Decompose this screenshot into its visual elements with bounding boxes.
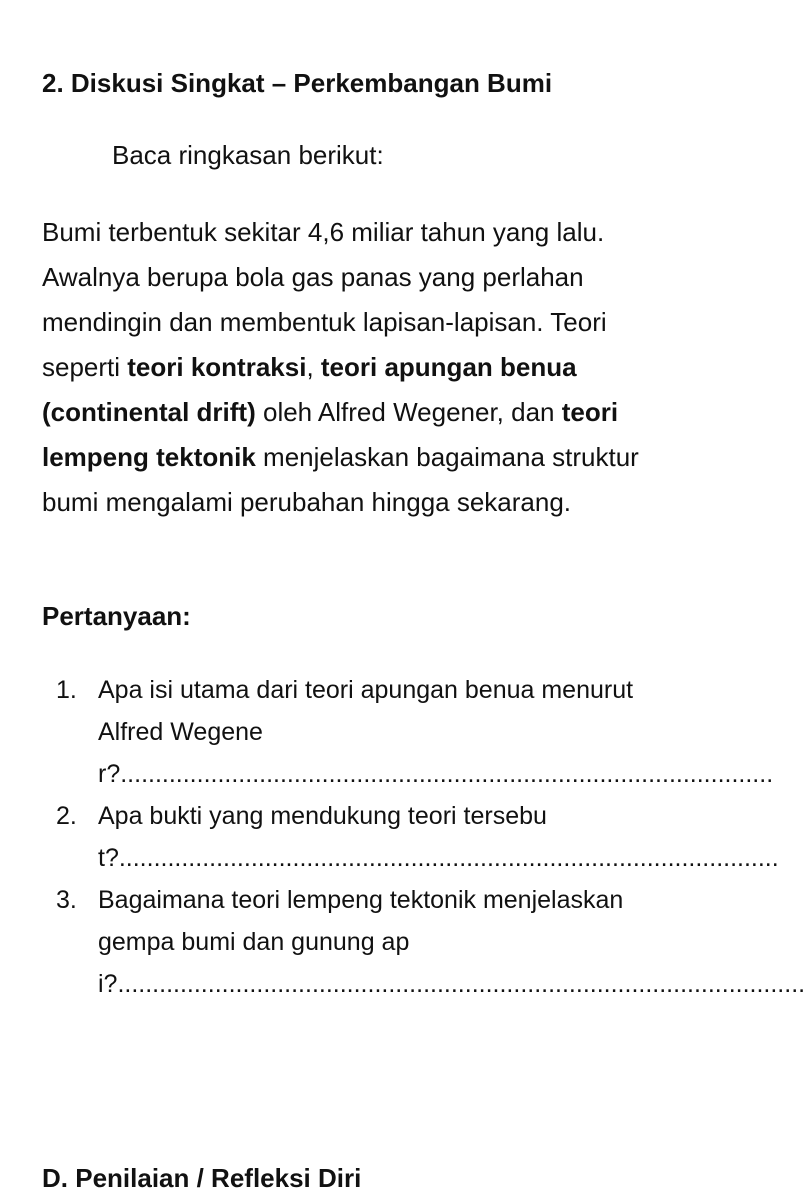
- question-item-3: [42, 879, 805, 1005]
- question-prompt: Apa bukti yang mendukung teori: [98, 802, 464, 830]
- term-continental-drift: teori apungan benua (continental drift): [42, 352, 577, 427]
- question-text: [98, 669, 774, 795]
- answer-blank[interactable]: tersebut?...............................................................................................: [98, 802, 779, 872]
- question-text: [98, 879, 805, 1005]
- question-number: 2.: [56, 802, 77, 830]
- question-item-1: [42, 669, 774, 795]
- summary-paragraph: [42, 210, 678, 525]
- summary-text-4: menjelaskan bagaimana struktur bumi mengalami perubahan hingga sekarang.: [42, 442, 639, 517]
- term-contraction-theory: teori kontraksi: [127, 352, 307, 382]
- section-d-title: D. Penilaian / Refleksi Diri: [42, 1163, 362, 1193]
- question-number: 1.: [56, 676, 77, 704]
- question-prompt: Bagaimana teori lempeng tektonik menjelaskan gempa bumi dan gunung: [98, 886, 624, 956]
- question-number: 3.: [56, 886, 77, 914]
- summary-text-2: ,: [306, 352, 321, 382]
- question-text: [98, 795, 779, 879]
- answer-blank[interactable]: api?...................................................................................................: [98, 928, 805, 998]
- summary-text-3: oleh Alfred Wegener, dan: [255, 397, 562, 427]
- question-item-2: [42, 795, 779, 879]
- question-prompt: Apa isi utama dari teori apungan benua menurut Alfred: [98, 676, 634, 746]
- intro-instruction: Baca ringkasan berikut:: [112, 140, 384, 170]
- summary-text-1: Bumi terbentuk sekitar 4,6 miliar tahun yang lalu. Awalnya berupa bola gas panas yang perlahan mendingin dan membentuk lapisan-lapisan. Teori seperti: [42, 217, 607, 382]
- term-plate-tectonics: teori lempeng tektonik: [42, 397, 619, 472]
- answer-blank[interactable]: Wegener?..............................................................................................: [98, 718, 774, 788]
- question-list: [42, 669, 805, 1005]
- section-title: 2. Diskusi Singkat – Perkembangan Bumi: [42, 68, 553, 98]
- questions-heading: Pertanyaan:: [42, 601, 191, 631]
